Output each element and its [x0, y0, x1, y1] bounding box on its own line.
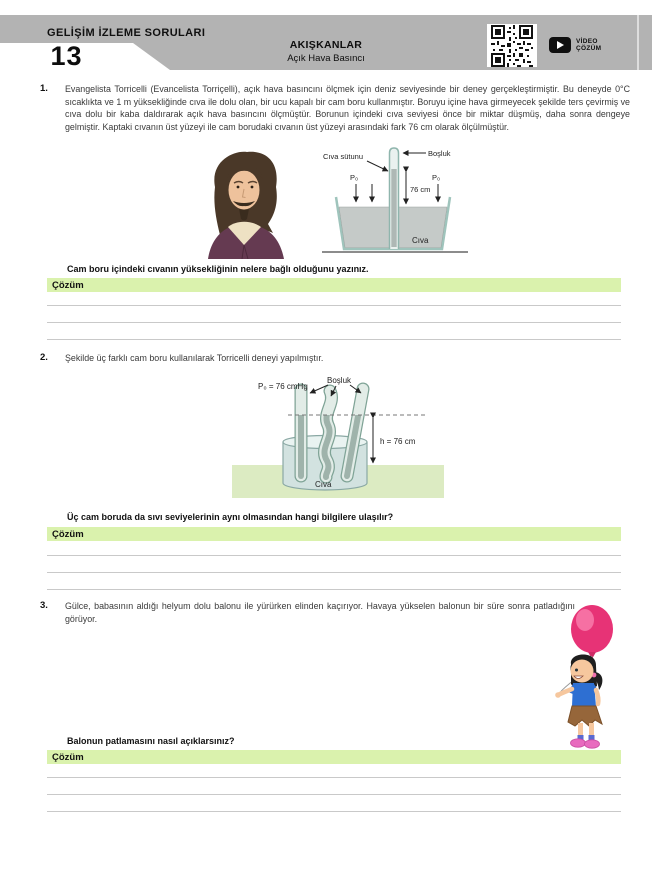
pressure-label-right: P₀	[432, 173, 441, 182]
question-1-number: 1.	[40, 83, 48, 94]
qr-code[interactable]	[487, 24, 537, 67]
three-tube-diagram	[230, 373, 455, 503]
video-solution-label	[576, 38, 601, 53]
question-2-text: Şekilde üç farklı cam boru kullanılarak Torricelli deneyi yapılmıştır.	[65, 353, 324, 363]
question-1-prompt: Cam boru içindeki cıvanın yüksekliğinin nelere bağlı olduğunu yazınız.	[67, 264, 369, 274]
header-divider	[637, 15, 639, 70]
solution-bar-q2	[47, 527, 621, 541]
answer-line	[47, 794, 621, 795]
solution-label: Çözüm	[52, 751, 84, 763]
pressure-label-left: P₀	[350, 173, 359, 182]
solution-label: Çözüm	[52, 279, 84, 291]
answer-line	[47, 322, 621, 323]
balloon	[571, 605, 613, 653]
answer-line	[47, 589, 621, 590]
answer-line	[47, 555, 621, 556]
play-icon	[549, 37, 571, 53]
liquid-label: Cıva	[412, 236, 429, 245]
answer-line	[47, 777, 621, 778]
girl-with-balloon-illustration	[535, 602, 630, 750]
question-2-number: 2.	[40, 352, 48, 363]
liquid-label: Cıva	[315, 480, 332, 489]
mercury-column-label: Cıva sütunu	[323, 152, 364, 161]
test-number: 13	[50, 41, 83, 71]
answer-line	[47, 339, 621, 340]
video-solution-badge[interactable]	[549, 37, 601, 53]
topic-title: AKIŞKANLAR	[289, 39, 363, 51]
height-label: h = 76 cm	[380, 437, 416, 446]
answer-line	[47, 572, 621, 573]
solution-label: Çözüm	[52, 528, 84, 540]
solution-bar-q1	[47, 278, 621, 292]
subtopic-title: Açık Hava Basıncı	[287, 53, 365, 64]
height-label: 76 cm	[410, 185, 431, 194]
solution-bar-q3	[47, 750, 621, 764]
vacuum-label: Boşluk	[428, 149, 451, 158]
tube-mercury-column	[391, 169, 396, 247]
pressure-label: P₀ = 76 cmHg	[258, 382, 308, 391]
header-topic-block	[176, 39, 476, 64]
answer-line	[47, 811, 621, 812]
qr-code-icon	[491, 25, 533, 67]
video-label-line1: VİDEO	[576, 37, 598, 45]
question-3-text: Gülce, babasının aldığı helyum dolu balonu ile yürürken elinden kaçırıyor. Havaya yükselen balonun bir süre sonra patladığını görüyor.	[65, 601, 575, 624]
series-title: GELİŞİM İZLEME SORULARI	[47, 27, 206, 39]
barometer-diagram	[320, 145, 470, 257]
answer-line	[47, 305, 621, 306]
torricelli-portrait-illustration	[198, 147, 293, 259]
question-3-number: 3.	[40, 600, 48, 611]
question-3-prompt: Balonun patlamasını nasıl açıklarsınız?	[67, 736, 235, 746]
question-2-prompt: Üç cam boruda da sıvı seviyelerinin aynı olmasından hangi bilgilere ulaşılır?	[67, 512, 394, 522]
question-1-text: Evangelista Torricelli (Evancelista Torriçelli), açık hava basıncını ölçmek için deniz seviyesinde bir deney gerçekleştirmiştir. Bu deneyde 0°C sıcaklıkta ve 1 m yüksekliğinde cıva ile dolu olan, bir ucu kapalı bir cam boru kullanmıştır. Boruyu içine hava girmeyecek şekilde ters çevirmiş ve cıva dolu bir kaba daldırarak açık hava basıncını ölçmüştür. Borunun içindeki cıva seviyesi önce bir miktar düşmüş, daha sonra dengeye gelmiştir. Kaptaki cıvanın üst yüzeyi ile cam borudaki cıvanın üst yüzeyi arasındaki fark 76 cm olarak ölçülmüştür.	[65, 84, 630, 132]
vacuum-label: Boşluk	[327, 376, 352, 385]
video-label-line2: ÇÖZÜM	[576, 45, 602, 52]
